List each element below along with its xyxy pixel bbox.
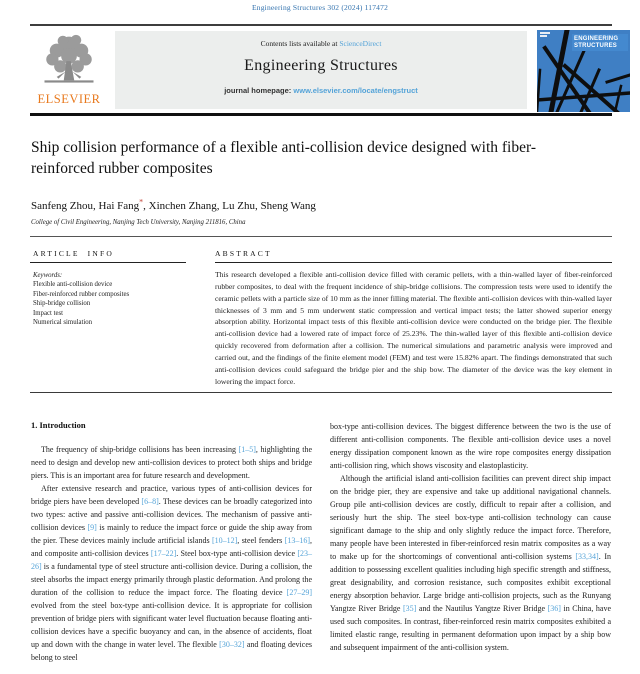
text-run: , steel fenders (237, 536, 285, 545)
author: Lu Zhu, (222, 199, 261, 212)
section-heading-introduction: 1. Introduction (31, 420, 86, 430)
paragraph (330, 420, 611, 472)
citation-link[interactable]: [27–29] (286, 588, 312, 597)
affiliation: College of Civil Engineering, Nanjing Tech University, Nanjing 211816, China (31, 219, 246, 226)
abstract-rule (215, 262, 612, 263)
keyword-item: Numerical simulation (33, 319, 93, 327)
citation-link[interactable]: [10–12] (211, 536, 238, 545)
homepage-label: journal homepage: (224, 86, 294, 95)
cover-volume-mark (540, 35, 547, 37)
citation-link[interactable]: [36] (547, 604, 561, 613)
text-run: box-type anti-collision devices. The biggest difference between the two is the use of different anti-collision components. The flexible anti-collision device uses a novel energy dissipation component known as the wire rope composites energy dissipation anti-collision ring, which shows viscosity and elastoplasticity. (330, 422, 611, 470)
abstract-heading: ABSTRACT (215, 249, 272, 258)
text-run: . These devices can be broadly categorized into two types: active and passive anti-collision devices. The mechanism of passive anti-collision devices (31, 497, 312, 532)
corresponding-author-marker: * (139, 197, 144, 206)
article-info-heading: ARTICLE INFO (33, 249, 114, 258)
article-info-rule (30, 262, 186, 263)
journal-homepage-link[interactable]: www.elsevier.com/locate/engstruct (293, 86, 418, 95)
journal-title: Engineering Structures (244, 57, 398, 74)
elsevier-logo[interactable] (26, 33, 112, 109)
text-run: in China, have used such composites. In contrast, fiber-reinforced resin matrix composites exhibited a limited elastic range, resulting in permanent deformation upon impact by a ship bow and subsequent impairment of the anti-collision system. (330, 604, 611, 652)
author: Xinchen Zhang, (148, 199, 223, 212)
text-run: is mainly to reduce the impact force or guide the ship away from the pier. These devices mainly include artificial islands (31, 523, 313, 545)
journal-banner (115, 31, 527, 109)
masthead-divider (30, 113, 612, 116)
keyword-item: Flexible anti-collision device (33, 281, 113, 289)
text-run: and the Nautilus Yangtze River Bridge (416, 604, 548, 613)
keywords-label: Keywords: (33, 272, 63, 279)
citation-link[interactable]: [1–5] (238, 445, 256, 454)
keyword-item: Fiber-reinforced rubber composites (33, 290, 130, 298)
citation-link[interactable]: [33,34] (575, 552, 599, 561)
elsevier-tree-icon (34, 33, 104, 91)
citation-link[interactable]: [13–16] (284, 536, 311, 545)
title-divider (30, 236, 612, 237)
text-run: . Steel box-type anti-collision device (176, 549, 298, 558)
text-run: . In addition to possessing excellent qualities including high specific strength and stiffness, great designability, and corrosion resistance, such composites exhibit exceptional energy absorption behavior. Large bridge anti-collision projects, such as the Runyang Yangtze River Bridge (330, 552, 611, 613)
text-run: The frequency of ship-bridge collisions has been increasing (41, 445, 239, 454)
cover-journal-name: ENGINEERING STRUCTURES (572, 34, 628, 51)
citation-link[interactable]: [17–22] (150, 549, 177, 558)
body-column-right (330, 420, 611, 654)
cover-volume-mark (540, 32, 550, 34)
homepage-line (115, 86, 527, 95)
journal-cover-thumbnail[interactable] (537, 30, 630, 112)
keyword-item: Impact test (33, 309, 64, 317)
citation-link[interactable]: [30–32] (219, 640, 245, 649)
text-run: After extensive research and practice, various types of anti-collision devices for bridge piers have been developed (31, 484, 312, 506)
header-divider (30, 24, 612, 26)
author: Sheng Wang (260, 199, 316, 212)
contents-line (115, 39, 527, 48)
abstract-text: This research developed a flexible anti-collision device filled with ceramic pellets, with a thin-walled layer of fiber-reinforced rubber composites, to deal with the frequent incidence of ship-bridge collisions. The compression tests were used to identify the ceramic pellets with a particle size of 10 mm as the inner filling material. The flexible anti-collision devices with thin-walled layer thicknesses of 3 mm and 5 mm underwent static compression and vertical impact tests; the latter showed superior energy absorption ability. Horizontal impact tests of this flexible anti-collision device were conducted on the bridge pier. The flexible anti-collision device had a lowered rate of impact force of 25.23%. The thin-walled layer of this flexible anti-collision device quickly recovered from deformation after a collision. The numerical simulations and parametric analysis were improved and carried out, and the findings of the finite element model (FEM) and test were 15.82% apart. The findings demonstrated that such anti-collision devices could safeguard the bridge pier and the ship bow. The diameter of the device was the key element in lowering the impact force. (215, 270, 612, 386)
citation-link[interactable]: [6–8] (141, 497, 159, 506)
text-run: is a fundamental type of steel structure anti-collision device. During a collision, the steel absorbs the impact energy primarily through plastic deformation. And prolong the duration of the collision to reduce the impact force. The floating device (31, 562, 312, 597)
running-head-citation: Engineering Structures 302 (2024) 117472 (251, 3, 389, 12)
text-run: and floating devices belong to steel (31, 640, 312, 662)
citation-link[interactable]: [23–26] (31, 549, 313, 571)
text-run: evolved from the steel box-type anti-collision device. It is appropriate for collision prevention of bridge piers with significant water level fluctuation because floating anti-collision devices have a specific buoyancy and can, in the absence of accidents, float up and down with the change in water level. The flexible (31, 601, 312, 649)
author: Hai Fang*, (98, 197, 149, 212)
citation-link[interactable]: [35] (403, 604, 417, 613)
citation-link[interactable]: [9] (87, 523, 97, 532)
article-title: Ship collision performance of a flexible anti-collision device designed with fiber-reinforced rubber composites (31, 139, 537, 177)
sciencedirect-link[interactable]: ScienceDirect (339, 39, 382, 48)
author: Sanfeng Zhou, (31, 199, 99, 212)
keywords-block (33, 271, 193, 327)
elsevier-wordmark: ELSEVIER (37, 92, 101, 106)
text-run: , and composite anti-collision devices (31, 536, 313, 558)
text-run: , highlighting the need to design and develop new anti-collision devices to protect both ships and bridge piers. This is an important area for future research and development. (31, 445, 312, 480)
paragraph (31, 443, 312, 482)
paragraph (31, 482, 312, 664)
author-list (31, 197, 316, 212)
paragraph (330, 472, 611, 654)
contents-text: Contents lists available at (260, 39, 340, 48)
text-run: Although the artificial island anti-collision facilities can prevent direct ship impact on the bridge pier, they are expensive and take up additional navigational channels. Group pile anti-collision devices are costly, difficult to repair after a collision, and seriously hurt the ship. The steel box-type anti-collision technology can cause significant damage to the ship and only slightly reduce the impact force. Therefore, many people have been interested in fiber-reinforced resin matrix composites as a way to make up for the shortcomings of conventional anti-collision systems (330, 474, 611, 561)
body-column-left (31, 420, 312, 664)
keyword-item: Ship-bridge collision (33, 300, 91, 308)
abstract-divider (30, 392, 612, 393)
